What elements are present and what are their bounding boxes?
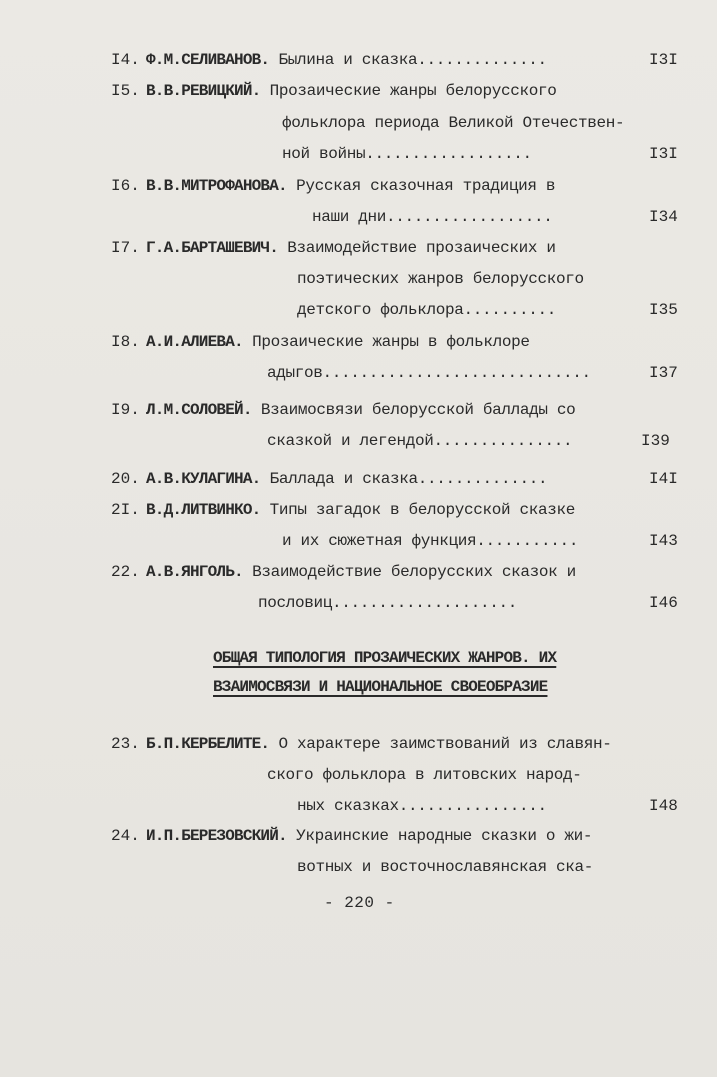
- entry-title-cont: ной войны: [282, 145, 366, 163]
- entry-leaders: ...............: [433, 432, 573, 450]
- entry-title: Взаимодействие прозаических и: [278, 239, 556, 257]
- entry-title: О характере заимствований из славян-: [269, 735, 612, 753]
- entry-author: Л.М.СОЛОВЕЙ.: [146, 401, 252, 419]
- entry-author: А.В.ЯНГОЛЬ.: [146, 563, 243, 581]
- entry-title-cont: ского фольклора в литовских народ-: [267, 766, 582, 784]
- entry-line: [146, 400, 575, 420]
- entry-leaders: ..............: [417, 470, 548, 488]
- section-heading-line1: ОБЩАЯ ТИПОЛОГИЯ ПРОЗАИЧЕСКИХ ЖАНРОВ. ИХ: [213, 649, 557, 667]
- entry-line: [282, 531, 578, 551]
- entry-author: Ф.М.СЕЛИВАНОВ.: [146, 51, 270, 69]
- entry-number: I4.: [111, 51, 140, 69]
- entry-title: Взаимосвязи белорусской баллады со: [251, 401, 576, 419]
- entry-leaders: .............................: [322, 364, 591, 382]
- entry-page: I35: [649, 301, 678, 319]
- entry-title: Типы загадок в белорусской сказке: [260, 501, 575, 519]
- entry-page: I34: [649, 208, 678, 226]
- entry-number: 23.: [111, 735, 140, 753]
- entry-author: В.В.МИТРОФАНОВА.: [146, 177, 287, 195]
- entry-line: [146, 469, 547, 489]
- entry-line: [312, 207, 553, 227]
- entry-line: [146, 734, 612, 754]
- entry-title-cont: наши дни: [312, 208, 387, 226]
- entry-number: I6.: [111, 177, 140, 195]
- entry-title: Прозаические жанры в фольклоре: [242, 333, 530, 351]
- entry-line: [297, 300, 556, 320]
- entry-number: 22.: [111, 563, 140, 581]
- entry-number: I8.: [111, 333, 140, 351]
- entry-page: I48: [649, 797, 678, 815]
- entry-page: I37: [649, 364, 678, 382]
- entry-title-cont: вотных и восточнославянская ска-: [297, 858, 594, 876]
- entry-leaders: ..................: [365, 145, 532, 163]
- entry-author: Б.П.КЕРБЕЛИТЕ.: [146, 735, 270, 753]
- entry-leaders: ..............: [417, 51, 547, 69]
- entry-number: 24.: [111, 827, 140, 845]
- entry-page: I3I: [649, 51, 678, 69]
- page-number: - 220 -: [324, 894, 395, 912]
- entry-title: Прозаические жанры белорусского: [260, 82, 557, 100]
- entry-page: I43: [649, 532, 678, 550]
- entry-author: А.И.АЛИЕВА.: [146, 333, 243, 351]
- entry-title: Украинские народные сказки о жи-: [286, 827, 593, 845]
- section-heading-line2: ВЗАИМОСВЯЗИ И НАЦИОНАЛЬНОЕ СВОЕОБРАЗИЕ: [213, 678, 548, 696]
- entry-title-cont: ных сказках: [297, 797, 399, 815]
- entry-title-cont: адыгов: [267, 364, 323, 382]
- entry-leaders: ................: [398, 797, 547, 815]
- entry-line: [282, 144, 532, 164]
- entry-page: I3I: [649, 145, 678, 163]
- entry-line: [146, 50, 547, 70]
- entry-title-cont: и их сюжетная функция: [282, 532, 477, 550]
- entry-leaders: ...........: [476, 532, 579, 550]
- entry-page: I39: [641, 432, 670, 450]
- entry-title-cont: детского фольклора: [297, 301, 464, 319]
- entry-author: В.В.РЕВИЦКИЙ.: [146, 82, 261, 100]
- entry-page: I4I: [649, 470, 678, 488]
- entry-author: Г.А.БАРТАШЕВИЧ.: [146, 239, 279, 257]
- entry-line: [146, 81, 556, 101]
- entry-line: [297, 796, 547, 816]
- entry-title-cont: фольклора периода Великой Отечествен-: [282, 114, 625, 132]
- entry-number: 2I.: [111, 501, 140, 519]
- entry-line: [146, 500, 575, 520]
- entry-number: I7.: [111, 239, 140, 257]
- entry-number: I5.: [111, 82, 140, 100]
- entry-line: [146, 176, 555, 196]
- entry-number: I9.: [111, 401, 140, 419]
- entry-line: [267, 363, 591, 383]
- entry-author: И.П.БЕРЕЗОВСКИЙ.: [146, 827, 287, 845]
- entry-line: [146, 332, 530, 352]
- entry-number: 20.: [111, 470, 140, 488]
- entry-page: I46: [649, 594, 678, 612]
- entry-title-cont: поэтических жанров белорусского: [297, 270, 584, 288]
- entry-line: [146, 826, 592, 846]
- entry-title: Взаимодействие белорусских сказок и: [242, 563, 576, 581]
- entry-leaders: ....................: [332, 594, 518, 612]
- entry-title: Баллада и сказка: [260, 470, 418, 488]
- entry-title-cont: пословиц: [258, 594, 333, 612]
- entry-line: [146, 562, 576, 582]
- entry-line: [258, 593, 517, 613]
- entry-title: Русская сказочная традиция в: [286, 177, 556, 195]
- entry-author: А.В.КУЛАГИНА.: [146, 470, 261, 488]
- entry-title: Былина и сказка: [269, 51, 418, 69]
- entry-author: В.Д.ЛИТВИНКО.: [146, 501, 261, 519]
- entry-line: [146, 238, 556, 258]
- entry-leaders: ..........: [463, 301, 557, 319]
- entry-line: [267, 431, 572, 451]
- entry-title-cont: сказкой и легендой: [267, 432, 434, 450]
- entry-leaders: ..................: [386, 208, 553, 226]
